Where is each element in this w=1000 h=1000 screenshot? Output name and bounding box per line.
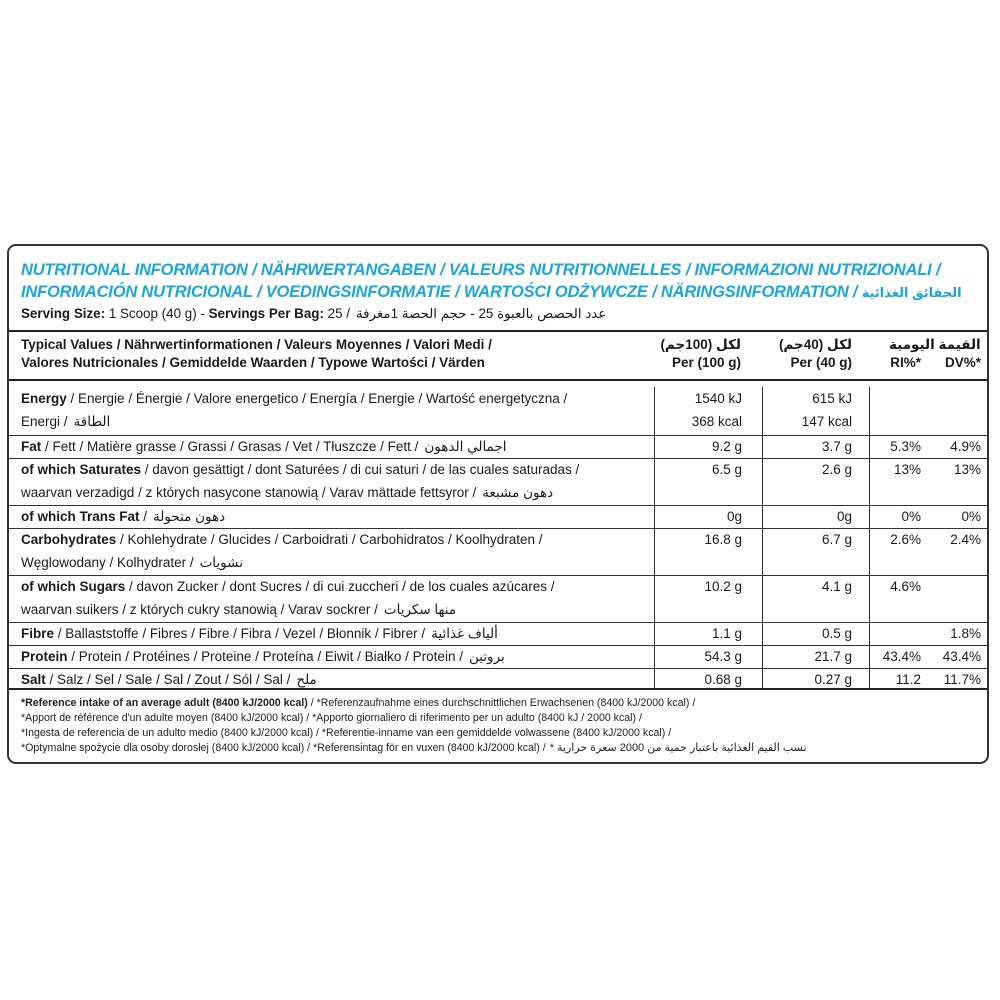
per-40g-value-kcal: 147 kcal xyxy=(801,414,852,429)
footnote-line-2: *Apport de référence d'un adulte moyen (8400 kJ/2000 kcal) / *Apporto giornaliero di riferimento per un adulto (8400 kJ / 2000 kcal) / xyxy=(21,712,642,724)
serving-size-value: 1 Scoop (40 g) - xyxy=(105,306,209,321)
nutrient-description xyxy=(21,645,505,668)
ri-percent-value: 4.6% xyxy=(890,579,921,594)
per-40g-value: 21.7 g xyxy=(814,649,852,664)
nutrient-translations-line-2: Węglowodany / Kolhydrater / xyxy=(21,555,194,570)
serving-arabic: عدد الحصص بالعبوة 25 - حجم الحصة 1مغرفة xyxy=(355,306,607,321)
nutrient-translations-line-2: waarvan suikers / z których cukry stanowią / Varav sockrer / xyxy=(21,602,378,617)
per-100g-value: 9.2 g xyxy=(711,439,742,454)
per-40g-value: 6.7 g xyxy=(821,532,852,547)
ri-percent-value: 13% xyxy=(893,462,921,477)
footnote-english: *Reference intake of an average adult (8400 kJ/2000 kcal) xyxy=(21,697,308,709)
nutrient-translations: / Fett / Matière grasse / Grassi / Grasas / Vet / Tłuszcze / Fett / xyxy=(41,439,419,454)
dv-percent-value: 1.8% xyxy=(950,626,981,641)
dv-percent-value: 43.4% xyxy=(942,649,981,664)
per-100g-value: 1540 kJ xyxy=(694,391,742,406)
nutrient-name: Protein xyxy=(21,649,68,664)
nutrient-name: Fat xyxy=(21,439,42,454)
table-row xyxy=(9,668,987,688)
nutrient-arabic: اجمالي الدهون xyxy=(424,439,507,454)
per-40g-header xyxy=(759,336,852,372)
per-100g-value: 1.1 g xyxy=(711,626,742,641)
dv-percent-value: 11.7% xyxy=(943,672,981,687)
nutrition-facts-panel xyxy=(7,244,989,764)
per-40g-arabic: لكل (40جم) xyxy=(778,337,852,352)
servings-per-bag-label: Servings Per Bag: xyxy=(208,306,324,321)
typical-values-line-1: Typical Values / Nährwertinformationen / Valeurs Moyennes / Valori Medi / xyxy=(21,337,492,352)
column-divider xyxy=(654,387,655,688)
nutrient-translations: / davon Zucker / dont Sucres / di cui zuccheri / de los cuales azúcares / xyxy=(125,579,555,594)
per-40g-value: 0.5 g xyxy=(821,626,852,641)
dv-percent-value: 0% xyxy=(961,509,981,524)
nutrient-description xyxy=(21,528,543,574)
nutrient-translations-line-2: Energi / xyxy=(21,414,68,429)
nutrient-name: Energy xyxy=(21,391,67,406)
nutrient-name: of which Sugars xyxy=(21,579,126,594)
column-divider xyxy=(869,387,870,688)
nutrient-arabic: ألياف غذائية xyxy=(431,626,498,641)
table-row xyxy=(9,458,987,505)
footnote-german: / *Referenzaufnahme eines durchschnittlichen Erwachsenen (8400 kJ/2000 kcal) / xyxy=(307,697,696,709)
typical-values-header xyxy=(21,336,492,372)
table-row xyxy=(9,505,987,528)
nutrient-translations: / Protein / Protéines / Proteine / Proteína / Eiwit / Białko / Protein / xyxy=(67,649,463,664)
row-divider xyxy=(9,645,987,646)
per-40g-value: 3.7 g xyxy=(821,439,852,454)
nutrient-name: of which Trans Fat xyxy=(21,509,140,524)
per-100g-header xyxy=(649,336,741,372)
row-divider xyxy=(9,668,987,669)
table-row xyxy=(9,387,987,435)
nutrient-arabic: منها سكريات xyxy=(383,602,457,617)
nutrient-translations: / davon gesättigt / dont Saturées / di cui saturi / de las cuales saturadas / xyxy=(141,462,580,477)
row-divider xyxy=(9,458,987,459)
table-row xyxy=(9,528,987,575)
row-divider xyxy=(9,435,987,436)
ri-percent-value: 43.4% xyxy=(882,649,921,664)
nutrient-name: Fibre xyxy=(21,626,55,641)
header-bottom-rule xyxy=(9,379,987,381)
ri-percent-value: 5.3% xyxy=(890,439,921,454)
column-divider xyxy=(762,387,763,688)
dv-percent-value: 2.4% xyxy=(950,532,981,547)
nutrient-description xyxy=(21,575,554,621)
nutrient-description xyxy=(21,435,506,458)
table-row xyxy=(9,622,987,645)
nutrient-name: Carbohydrates xyxy=(21,532,117,547)
row-divider xyxy=(9,575,987,576)
table-row xyxy=(9,435,987,458)
per-40g-label: Per (40 g) xyxy=(790,355,852,370)
per-100g-value: 0g xyxy=(726,509,742,524)
per-100g-label: Per (100 g) xyxy=(671,355,741,370)
dv-percent-value: 4.9% xyxy=(950,439,981,454)
per-40g-value: 2.6 g xyxy=(821,462,852,477)
nutrient-translations-line-2: waarvan verzadigd / z których nasycone stanowią / Varav mättade fettsyror / xyxy=(21,485,477,500)
dv-percent-value: 13% xyxy=(953,462,981,477)
ri-percent-value: 2.6% xyxy=(890,532,921,547)
row-divider xyxy=(9,505,987,506)
nutrient-arabic: بروتين xyxy=(468,649,505,664)
nutrient-name: of which Saturates xyxy=(21,462,142,477)
nutrient-description xyxy=(21,622,498,645)
nutrient-translations: / Energie / Énergie / Valore energetico / Energía / Energie / Wartość energetyczna / xyxy=(66,391,568,406)
per-100g-value-kcal: 368 kcal xyxy=(691,414,742,429)
per-100g-value: 10.2 g xyxy=(704,579,742,594)
per-100g-arabic: لكل (100جم) xyxy=(660,337,741,352)
header-top-rule xyxy=(9,330,987,332)
nutrient-arabic: الطاقة xyxy=(73,414,111,429)
dv-header: DV%* xyxy=(944,355,981,370)
nutrient-description xyxy=(21,458,579,504)
ri-percent-value: 11.2 xyxy=(895,672,921,687)
per-100g-value: 0.68 g xyxy=(704,672,742,687)
nutrient-translations: / xyxy=(139,509,148,524)
row-divider xyxy=(9,622,987,623)
nutrient-arabic: دهون متحولة xyxy=(153,509,226,524)
nutrient-name: Salt xyxy=(21,672,46,687)
nutrient-translations: / Ballaststoffe / Fibres / Fibre / Fibra / Vezel / Błonnik / Fibrer / xyxy=(54,626,426,641)
nutrient-description xyxy=(21,505,225,528)
footnote-arabic: * نسب القيم الغذائية باعتبار حمية من 2000 سعرة حرارية xyxy=(549,742,807,754)
footnote-line-1 xyxy=(21,696,695,710)
serving-info xyxy=(21,306,606,322)
per-100g-value: 54.3 g xyxy=(704,649,742,664)
nutrient-arabic: نشويات xyxy=(199,555,243,570)
table-row xyxy=(9,575,987,622)
nutrient-arabic: دهون مشبعة xyxy=(482,485,554,500)
title-arabic: الحقائق الغذائية xyxy=(861,285,962,300)
per-40g-value: 4.1 g xyxy=(821,579,852,594)
nutrient-arabic: ملح xyxy=(296,672,317,687)
nutrient-translations: / Salz / Sel / Sale / Sal / Zout / Sól / Sal / xyxy=(45,672,291,687)
per-40g-value: 615 kJ xyxy=(812,391,852,406)
ri-percent-value: 0% xyxy=(901,509,921,524)
per-100g-value: 6.5 g xyxy=(711,462,742,477)
footnote-line-3: *Ingesta de referencia de un adulto medio (8400 kJ/2000 kcal) / *Referentie-inname van een gemiddelde volwassene (8400 kJ/2000 kcal) / xyxy=(21,727,672,739)
daily-value-arabic: القيمة اليومية xyxy=(889,337,981,352)
serving-size-label: Serving Size: xyxy=(21,306,106,321)
per-40g-value: 0g xyxy=(836,509,852,524)
servings-per-bag-value: 25 / xyxy=(323,306,350,321)
ri-header: RI%* xyxy=(890,355,921,370)
title-line-1: NUTRITIONAL INFORMATION / NÄHRWERTANGABEN / VALEURS NUTRITIONNELLES / INFORMAZIONI NUTRIZIONALI / xyxy=(21,261,941,279)
nutrient-description xyxy=(21,387,567,433)
title-line-2-text: INFORMACIÓN NUTRICIONAL / VOEDINGSINFORMATIE / WARTOŚCI ODŻYWCZE / NÄRINGSINFORMATION / xyxy=(21,283,858,301)
table-row xyxy=(9,645,987,668)
footnote-line-4 xyxy=(21,741,807,755)
table-bottom-rule xyxy=(9,688,987,690)
nutrient-translations: / Kohlehydrate / Glucides / Carboidrati / Carbohidratos / Koolhydraten / xyxy=(116,532,543,547)
per-40g-value: 0.27 g xyxy=(814,672,852,687)
row-divider xyxy=(9,528,987,529)
title-line-2 xyxy=(21,282,962,303)
per-100g-value: 16.8 g xyxy=(704,532,742,547)
typical-values-line-2: Valores Nutricionales / Gemiddelde Waarden / Typowe Wartości / Värden xyxy=(21,355,485,370)
footnote-polish-swedish: *Optymalne spożycie dla osoby dorosłej (8400 kJ/2000 kcal) / *Referensintag för en vuxen (8400 kJ/2000 kcal) / xyxy=(21,742,546,754)
